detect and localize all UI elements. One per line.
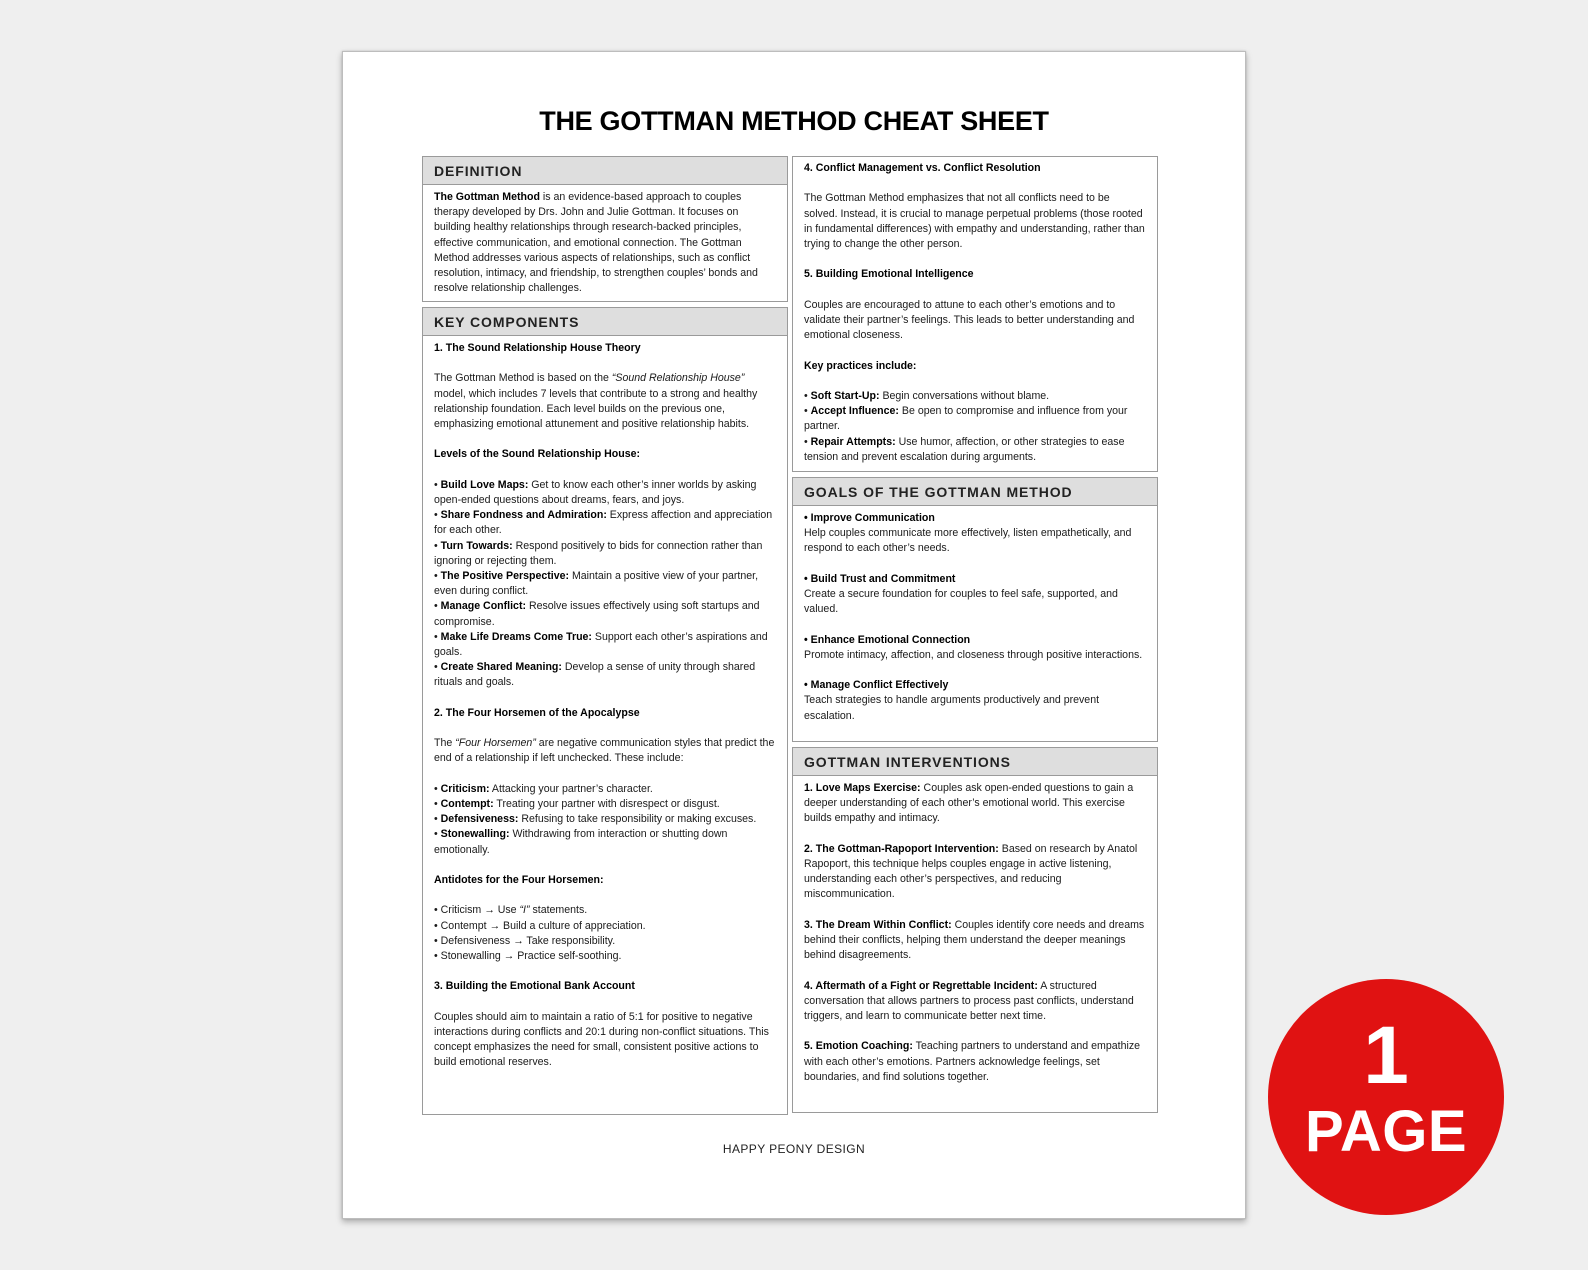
levels-title [434, 447, 776, 462]
intervention-term: 1. Love Maps Exercise: [804, 782, 921, 794]
goal-term: • Manage Conflict Effectively [804, 679, 949, 692]
level-desc: Respond positively to bids for connection rather than ignoring or rejecting them. [434, 539, 763, 567]
s3-title [434, 979, 776, 994]
definition-section [422, 156, 788, 302]
goal-item [804, 572, 1146, 587]
level-desc: Maintain a positive view of your partner, even during conflict. [434, 570, 759, 598]
horseman-desc: Withdrawing from interaction or shutting down emotionally. [434, 828, 728, 856]
intervention-item [804, 1039, 1146, 1085]
practice-term: Repair Attempts: [810, 435, 896, 448]
intervention-item [804, 781, 1146, 827]
list-item: • Create Shared Meaning: Develop a sense of unity through shared rituals and goals. [434, 661, 756, 689]
level-desc: Get to know each other’s inner worlds by asking open-ended questions about dreams, fears, and joys. [434, 478, 757, 506]
level-desc: Develop a sense of unity through shared rituals and goals. [434, 661, 756, 689]
level-term: Build Love Maps: [440, 478, 529, 491]
s2-text [434, 736, 776, 766]
goal-item [804, 511, 1146, 526]
list-item: • Defensiveness → Take responsibility. [434, 934, 616, 947]
badge-number: 1 [1363, 1010, 1409, 1101]
level-term: Share Fondness and Admiration: [440, 509, 607, 522]
key-components-heading: KEY COMPONENTS [423, 308, 787, 336]
practices-list [804, 389, 1146, 465]
goals-body [793, 506, 1157, 730]
s2-post: are negative communication styles that predict the end of a relationship if left unchecked. These include: [434, 737, 775, 765]
goal-desc: Help couples communicate more effectively, listen empathetically, and respond to each other’s needs. [804, 527, 1132, 555]
horseman-term: Criticism: [440, 782, 490, 795]
horseman-term: Stonewalling: [440, 828, 510, 841]
definition-body [423, 185, 787, 302]
key-components-section [422, 307, 788, 1115]
practice-desc: Use humor, affection, or other strategies to ease tension and prevent escalation during arguments. [804, 435, 1125, 463]
s5-text: Couples are encouraged to attune to each other’s emotions and to validate their partner’s feelings. This leads to better understanding and emotional closeness. [804, 298, 1135, 342]
antidote-pre: • Criticism → Use [434, 904, 520, 917]
goals-section [792, 477, 1158, 742]
list-item: • Contempt: Treating your partner with disrespect or disgust. [434, 798, 720, 810]
s1-emphasis: “Sound Relationship House” [611, 372, 745, 385]
list-item: • Defensiveness: Refusing to take responsibility or making excuses. [434, 813, 757, 826]
s2-emphasis: “Four Horsemen” [455, 737, 536, 750]
practice-desc: Begin conversations without blame. [879, 389, 1050, 402]
list-item: • Criticism: Attacking your partner’s character. [434, 782, 653, 795]
list-item [434, 903, 776, 918]
list-item: • Build Love Maps: Get to know each other’s inner worlds by asking open-ended questions about dreams, fears, and joys. [434, 478, 757, 506]
s1-title-text: 1. The Sound Relationship House Theory [434, 342, 641, 354]
intervention-term: 4. Aftermath of a Fight or Regrettable Incident: [804, 979, 1038, 992]
conflict-intelligence-body [793, 157, 1157, 471]
s5-title-text: 5. Building Emotional Intelligence [804, 268, 974, 281]
intervention-item [804, 918, 1146, 964]
intervention-desc: Based on research by Anatol Rapoport, this technique helps couples engage in active listening, understanding each other’s perspectives, and reducing miscommunication. [804, 842, 1138, 901]
s2-title-text: 2. The Four Horsemen of the Apocalypse [434, 706, 640, 719]
definition-description: is an evidence-based approach to couples therapy developed by Drs. John and Julie Gottman. It focuses on building healthy relationships through research-backed principles, effective communication, and emotional connection. The Gottman Method addresses various aspects of relationships, such as conflict resolution, intimacy, and friendship, to strengthen couples’ bonds and resolve relationship challenges. [434, 191, 758, 295]
goal-term: • Enhance Emotional Connection [804, 633, 971, 646]
intervention-desc: A structured conversation that allows partners to process past conflicts, understand triggers, and learn to communicate better next time. [804, 979, 1134, 1022]
key-components-body [423, 336, 787, 1077]
goal-desc: Create a secure foundation for couples to feel safe, supported, and valued. [804, 588, 1118, 616]
antidotes-title-text: Antidotes for the Four Horsemen: [434, 874, 604, 886]
left-column [422, 156, 788, 1120]
list-item: • Contempt → Build a culture of appreciation. [434, 919, 646, 932]
definition-heading: DEFINITION [423, 157, 787, 185]
cheat-sheet-page [342, 51, 1246, 1219]
level-desc: Express affection and appreciation for each other. [434, 509, 773, 537]
intervention-term: 2. The Gottman-Rapoport Intervention: [804, 842, 999, 855]
footer-brand: HAPPY PEONY DESIGN [722, 1142, 866, 1156]
goal-term: • Build Trust and Commitment [804, 572, 956, 585]
conflict-intelligence-section [792, 156, 1158, 472]
page-count-badge [1268, 979, 1504, 1215]
s2-pre: The [434, 737, 456, 750]
list-item: • Stonewalling: Withdrawing from interaction or shutting down emotionally. [434, 828, 728, 856]
list-item: • Repair Attempts: Use humor, affection, or other strategies to ease tension and prevent escalation during arguments. [804, 435, 1125, 463]
antidotes-title [434, 873, 776, 888]
horseman-desc: Attacking your partner’s character. [489, 782, 653, 795]
intervention-desc: Teaching partners to understand and empathize with each other’s emotions. Partners acknowledge feelings, set boundaries, and find solutions together. [804, 1040, 1141, 1083]
level-desc: Resolve issues effectively using soft startups and compromise. [434, 600, 760, 628]
horseman-desc: Treating your partner with disrespect or disgust. [493, 798, 720, 810]
definition-lead: The Gottman Method [434, 191, 540, 203]
levels-list [434, 478, 776, 691]
s1-text [434, 371, 776, 432]
level-term: Manage Conflict: [440, 600, 526, 613]
list-item: • Accept Influence: Be open to compromise and influence from your partner. [804, 405, 1128, 433]
goal-item [804, 633, 1146, 648]
horsemen-list [434, 782, 776, 858]
intervention-desc: Couples identify core needs and dreams behind their conflicts, helping them understand the deeper meanings behind disagreements. [804, 918, 1145, 962]
goal-desc: Promote intimacy, affection, and closeness through positive interactions. [804, 648, 1143, 661]
list-item: • The Positive Perspective: Maintain a positive view of your partner, even during conflict. [434, 570, 759, 598]
horseman-term: Contempt: [440, 798, 494, 810]
s4-text: The Gottman Method emphasizes that not all conflicts need to be solved. Instead, it is crucial to manage perpetual problems (those rooted in fundamental differences) with empathy and understanding, rather than trying to change the other person. [804, 192, 1145, 250]
goal-desc: Teach strategies to handle arguments productively and prevent escalation. [804, 694, 1100, 722]
goal-term: • Improve Communication [804, 512, 935, 524]
levels-title-text: Levels of the Sound Relationship House: [434, 448, 641, 461]
level-desc: Support each other’s aspirations and goals. [434, 630, 768, 659]
list-item: • Turn Towards: Respond positively to bids for connection rather than ignoring or rejecting them. [434, 539, 763, 567]
interventions-heading: GOTTMAN INTERVENTIONS [793, 748, 1157, 776]
list-item: • Make Life Dreams Come True: Support each other’s aspirations and goals. [434, 630, 768, 659]
badge-word: PAGE [1304, 1099, 1468, 1164]
horseman-desc: Refusing to take responsibility or making excuses. [518, 813, 757, 826]
goals-heading: GOALS OF THE GOTTMAN METHOD [793, 478, 1157, 506]
s3-text: Couples should aim to maintain a ratio of 5:1 for positive to negative interactions during conflicts and 20:1 during non-conflict situations. This concept emphasizes the need for small, consistent positive actions to build emotional reserves. [434, 1010, 769, 1069]
definition-text [434, 190, 776, 296]
goal-item [804, 678, 1146, 693]
practices-title-text: Key practices include: [804, 359, 917, 372]
interventions-body [793, 776, 1157, 1091]
s2-title [434, 706, 776, 721]
s1-pre: The Gottman Method is based on the [434, 372, 612, 385]
intervention-term: 5. Emotion Coaching: [804, 1040, 913, 1053]
level-term: Turn Towards: [440, 539, 513, 552]
list-item: • Stonewalling → Practice self-soothing. [434, 950, 622, 962]
level-term: The Positive Perspective: [440, 570, 570, 582]
s5-title [804, 267, 1146, 282]
intervention-desc: Couples ask open-ended questions to gain a deeper understanding of each other’s emotional world. This exercise builds empathy and intimacy. [804, 782, 1134, 825]
s1-post: model, which includes 7 levels that contribute to a strong and healthy relationship foundation. Each level builds on the previous one, emphasizing emotional attunement and positive relationship habits. [434, 387, 758, 430]
practice-term: Accept Influence: [810, 405, 899, 418]
interventions-section [792, 747, 1158, 1113]
level-term: Make Life Dreams Come True: [440, 630, 592, 643]
level-term: Create Shared Meaning: [440, 661, 562, 674]
s4-title [804, 161, 1146, 176]
list-item: • Share Fondness and Admiration: Express affection and appreciation for each other. [434, 509, 773, 537]
s4-title-text: 4. Conflict Management vs. Conflict Resolution [804, 162, 1041, 174]
list-item: • Manage Conflict: Resolve issues effectively using soft startups and compromise. [434, 600, 760, 628]
s1-title [434, 341, 776, 356]
page-title: THE GOTTMAN METHOD CHEAT SHEET [539, 106, 1049, 136]
intervention-term: 3. The Dream Within Conflict: [804, 918, 952, 931]
practice-desc: Be open to compromise and influence from your partner. [804, 405, 1128, 433]
practice-term: Soft Start-Up: [810, 389, 880, 402]
right-column [792, 156, 1158, 1118]
list-item: • Soft Start-Up: Begin conversations without blame. [804, 389, 1050, 402]
horseman-term: Defensiveness: [440, 813, 519, 826]
antidote-post: statements. [529, 904, 588, 917]
antidote-emphasis: “I” [519, 904, 530, 917]
intervention-item [804, 842, 1146, 903]
s3-title-text: 3. Building the Emotional Bank Account [434, 980, 635, 993]
practices-title [804, 359, 1146, 374]
antidotes-list [434, 903, 776, 964]
intervention-item [804, 979, 1146, 1025]
